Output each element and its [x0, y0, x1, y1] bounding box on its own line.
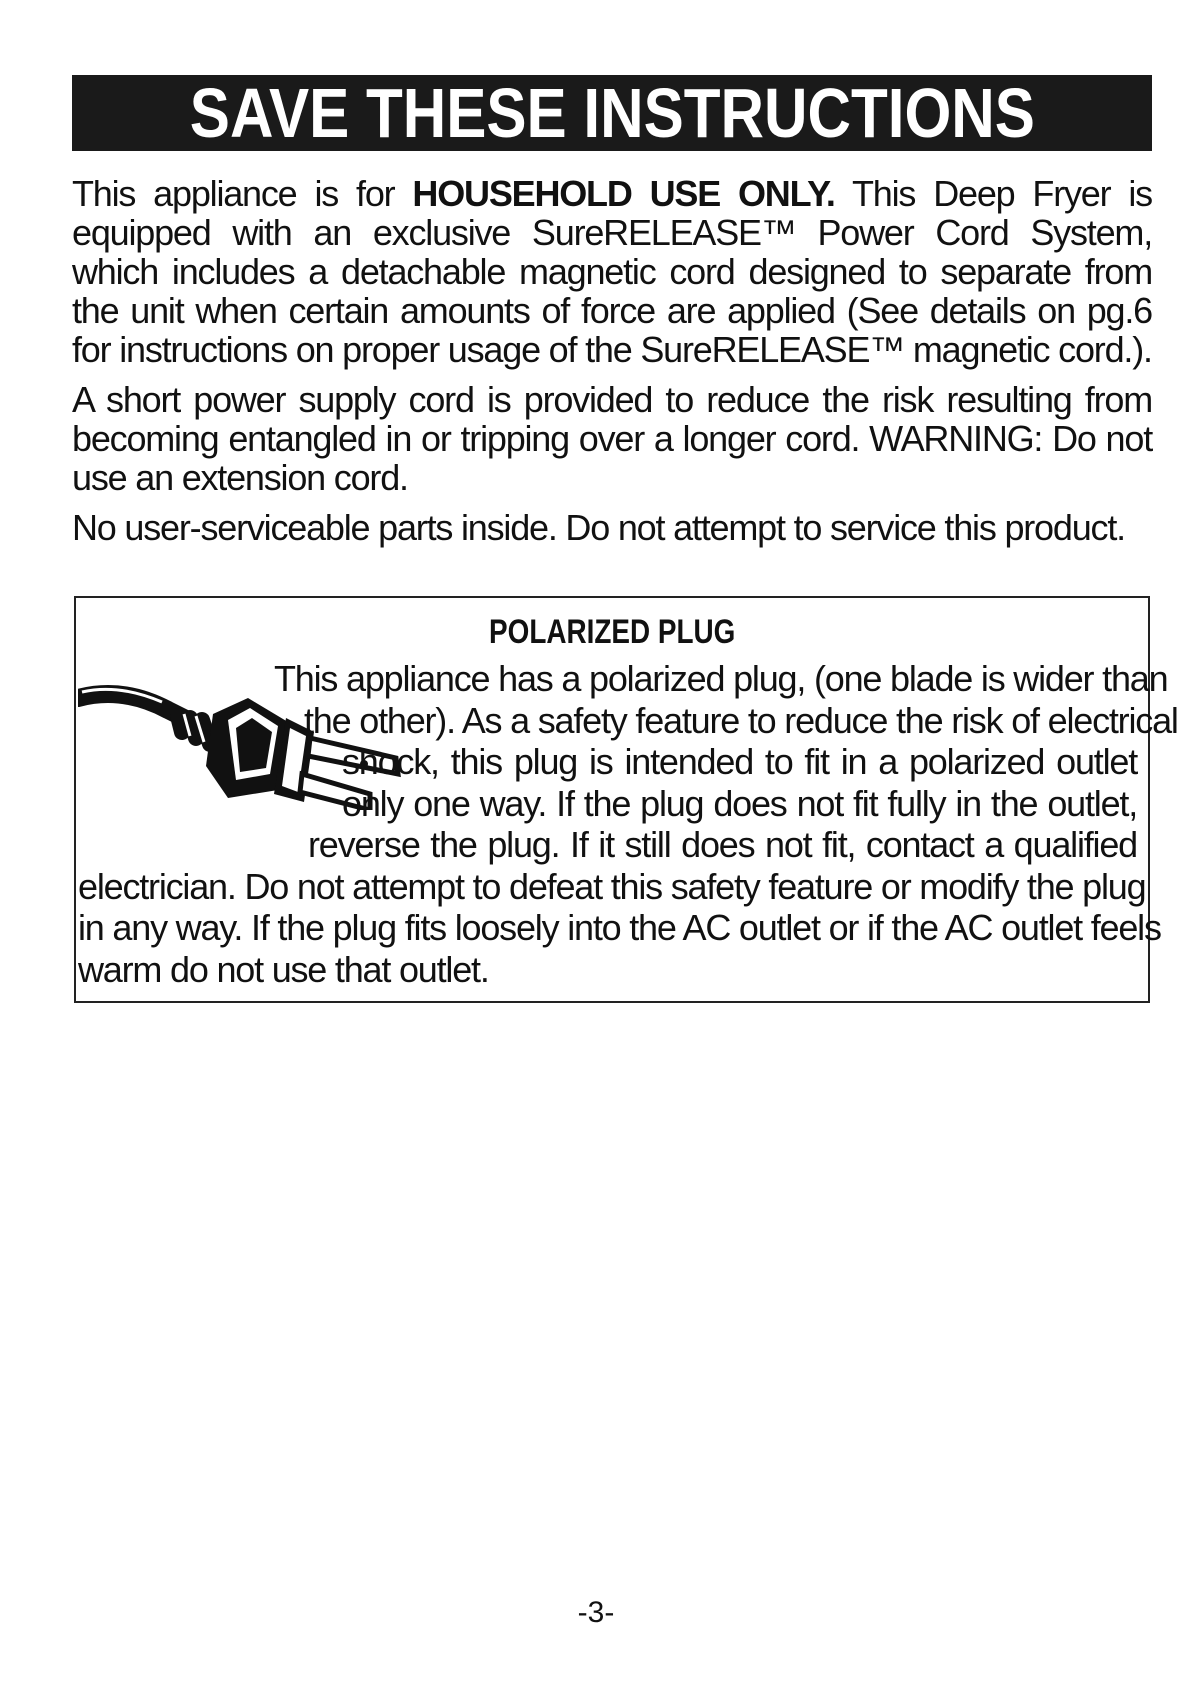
plug-text-line: only one way. If the plug does not fit fully in the outlet, [342, 782, 1137, 824]
intro-paragraph-household [72, 174, 1152, 369]
page-title-banner [72, 75, 1152, 151]
page-title: SAVE THESE INSTRUCTIONS [189, 74, 1035, 152]
plug-text-line: in any way. If the plug fits loosely into the AC outlet or if the AC outlet feels [78, 907, 1161, 948]
intro-paragraph-cord-warning: A short power supply cord is provided to reduce the risk resulting from becoming entangled in or tripping over a longer cord. WARNING: Do not use an extension cord. [72, 379, 1152, 498]
plug-text-line: reverse the plug. If it still does not fit, contact a qualified [308, 824, 1137, 865]
polarized-plug-box [74, 596, 1178, 1003]
polarized-plug-title [76, 612, 1148, 652]
plug-text-line: warm do not use that outlet. [78, 948, 489, 990]
intro-section [72, 174, 1152, 558]
polarized-plug-text [76, 658, 1178, 990]
plug-text-line: This appliance has a polarized plug, (one blade is wider than [274, 658, 1168, 699]
polarized-plug-title-text: POLARIZED PLUG [488, 613, 736, 651]
page-number: -3- [577, 1596, 615, 1629]
household-use-only-emphasis: HOUSEHOLD USE ONLY. [412, 173, 835, 214]
plug-text-line: the other). As a safety feature to reduce the risk of electrical [304, 699, 1178, 741]
intro-paragraph-no-service: No user-serviceable parts inside. Do not attempt to service this product. [72, 507, 1125, 548]
plug-text-line: electrician. Do not attempt to defeat this safety feature or modify the plug [78, 865, 1146, 907]
intro-text-continued: This Deep Fryer is equipped with an exclusive SureRELEASE™ Power Cord System, which includes a detachable magnetic cord designed to separate from the unit when certain amounts of force are applied (See details on pg.6 for instructions on proper usage of the SureRELEASE™ magnetic cord.). [72, 173, 1152, 370]
intro-text: This appliance is for [72, 173, 413, 214]
plug-text-line: shock, this plug is intended to fit in a polarized outlet [342, 741, 1137, 782]
